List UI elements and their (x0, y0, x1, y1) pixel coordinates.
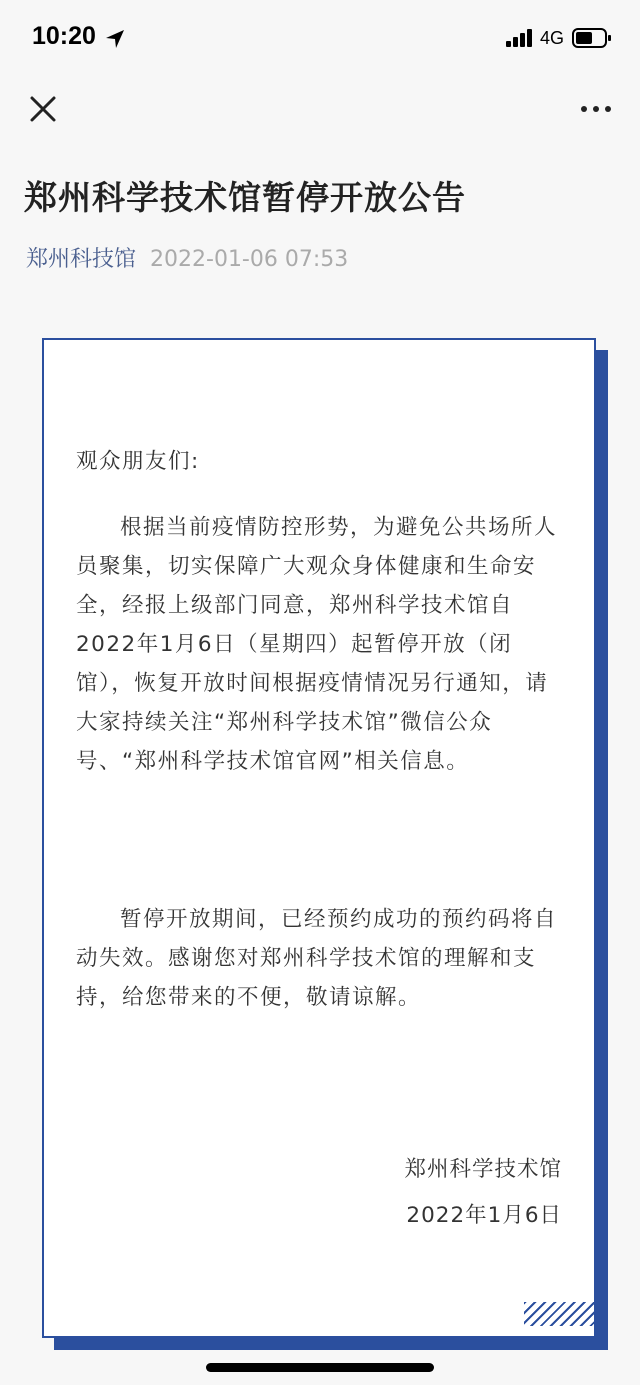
location-arrow-icon (104, 28, 126, 50)
letter-date: 2022年1月6日 (406, 1203, 562, 1228)
article-meta (26, 242, 348, 273)
home-indicator (206, 1363, 434, 1372)
notice-card (42, 338, 596, 1338)
letter-greeting: 观众朋友们: (76, 449, 200, 474)
letter-paragraph-2: 暂停开放期间，已经预约成功的预约码将自动失效。感谢您对郑州科学技术馆的理解和支持，给您带来的不便，敬请谅解。 (76, 907, 558, 1010)
letter-paragraph-1: 根据当前疫情防控形势，为避免公共场所人员聚集，切实保障广大观众身体健康和生命安全，经报上级部门同意，郑州科学技术馆自2022年1月6日（星期四）起暂停开放（闭馆），恢复开放时间根据疫情情况另行通知，请大家持续关注“郑州科学技术馆”微信公众号、“郑州科学技术馆官网”相关信息。 (76, 515, 558, 774)
decorative-hatch (524, 1302, 596, 1326)
letter-signature: 郑州科学技术馆 (404, 1157, 562, 1182)
nav-bar (0, 76, 640, 140)
article-title: 郑州科学技术馆暂停开放公告 (24, 178, 466, 217)
status-bar (0, 0, 640, 76)
network-type: 4G (540, 28, 565, 48)
battery-icon (572, 27, 612, 49)
publish-date: 2022-01-06 07:53 (150, 247, 349, 272)
status-time: 10:20 (32, 22, 96, 50)
close-icon[interactable] (26, 92, 60, 126)
more-icon[interactable] (578, 94, 614, 124)
cellular-signal-icon (506, 29, 534, 47)
account-name-link[interactable]: 郑州科技馆 (26, 247, 137, 272)
